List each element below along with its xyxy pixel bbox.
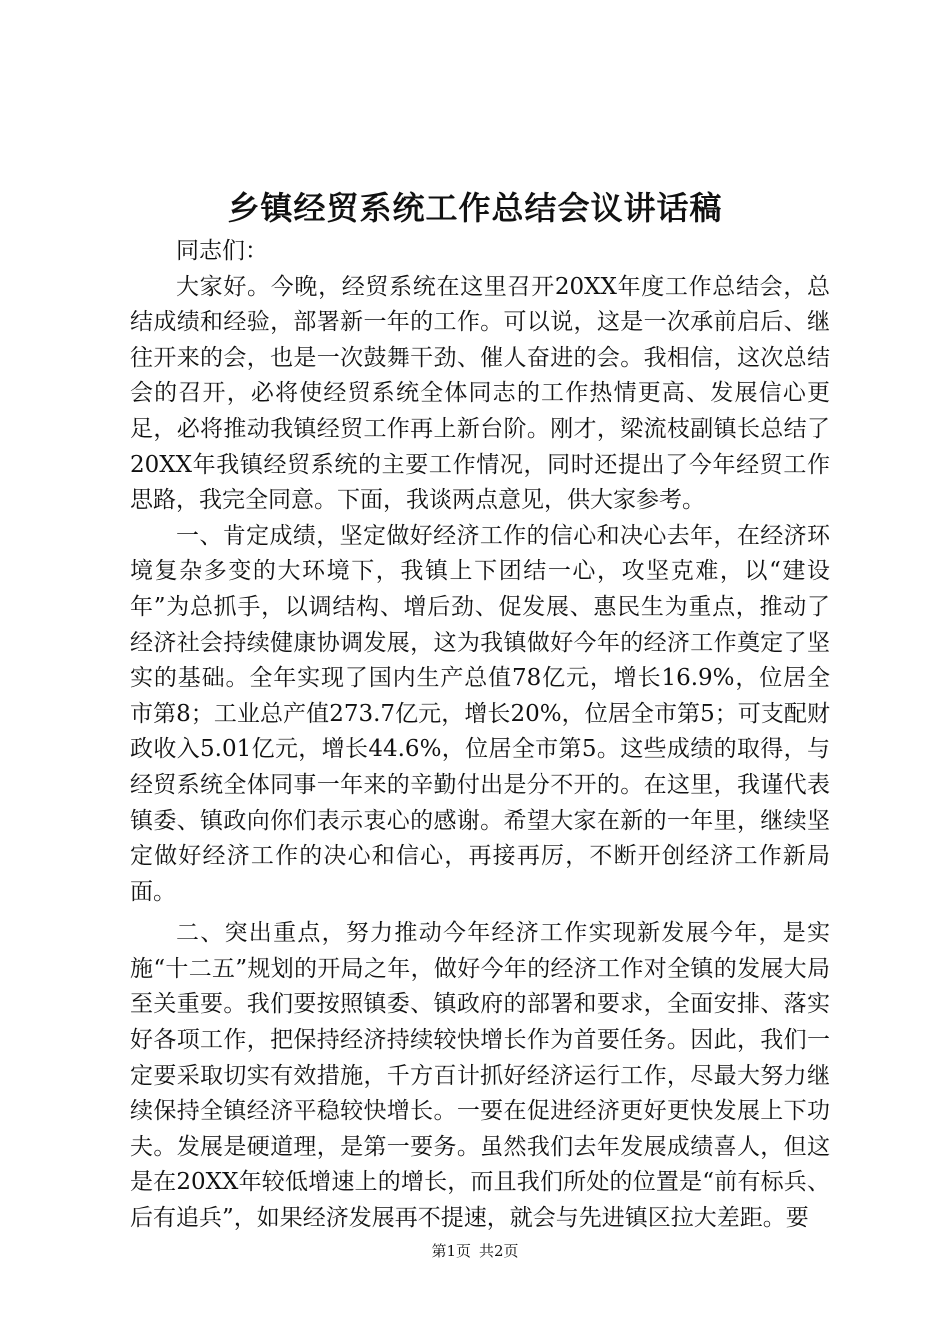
salutation: 同志们： [176, 238, 268, 264]
page-total: 共2页 [479, 1242, 519, 1260]
document-title: 乡镇经贸系统工作总结会议讲话稿 [227, 189, 723, 227]
page-number: 第1页 [431, 1242, 471, 1260]
document-body [130, 234, 830, 1237]
paragraph-section-one: 一、肯定成绩，坚定做好经济工作的信心和决心去年，在经济环境复杂多变的大环境下，我镇上下团结一心，攻坚克难，以“建设年”为总抓手，以调结构、增后劲、促发展、惠民生为重点，推动了经济社会持续健康协调发展，这为我镇做好今年的经济工作奠定了坚实的基础。全年实现了国内生产总值78亿元，增长16.9%，位居全市第8；工业总产值273.7亿元，增长20%，位居全市第5；可支配财政收入5.01亿元，增长44.6%，位居全市第5。这些成绩的取得，与经贸系统全体同事一年来的辛勤付出是分不开的。在这里，我谨代表镇委、镇政向你们表示衷心的感谢。希望大家在新的一年里，继续坚定做好经济工作的决心和信心，再接再厉，不断开创经济工作新局面。 [130, 522, 830, 905]
paragraph-section-two: 二、突出重点，努力推动今年经济工作实现新发展今年，是实施“十二五”规划的开局之年，做好今年的经济工作对全镇的发展大局至关重要。我们要按照镇委、镇政府的部署和要求，全面安排、落实好各项工作，把保持经济持续较快增长作为首要任务。因此，我们一定要采取切实有效措施，千方百计抓好经济运行工作，尽最大努力继续保持全镇经济平稳较快增长。一要在促进经济更好更快发展上下功夫。发展是硬道理，是第一要务。虽然我们去年发展成绩喜人，但这是在20XX年较低增速上的增长，而且我们所处的位置是“前有标兵、后有追兵”，如果经济发展再不提速，就会与先进镇区拉大差距。要 [130, 920, 830, 1232]
paragraph-opening: 大家好。今晚，经贸系统在这里召开20XX年度工作总结会，总结成绩和经验，部署新一年的工作。可以说，这是一次承前启后、继往开来的会，也是一次鼓舞干劲、催人奋进的会。我相信，这次总结会的召开，必将使经贸系统全体同志的工作热情更高、发展信心更足，必将推动我镇经贸工作再上新台阶。刚才，梁流枝副镇长总结了20XX年我镇经贸系统的主要工作情况，同时还提出了今年经贸工作思路，我完全同意。下面，我谈两点意见，供大家参考。 [130, 273, 830, 514]
page-footer [0, 1241, 950, 1261]
